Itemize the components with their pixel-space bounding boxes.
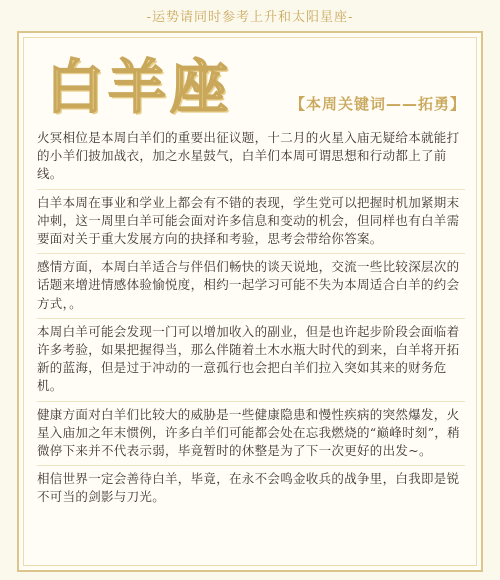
top-note: -运势请同时参考上升和太阳星座- (146, 10, 354, 25)
horoscope-card (17, 31, 483, 572)
paragraph-overview: 火冥相位是本周白羊们的重要出征议题，十二月的火星入庙无疑给本就能打的小羊们披加战衣，加之水星鼓气，白羊们本周可谓思想和行动都上了前线。 (37, 129, 465, 190)
weekly-keyword: 【本周关键词——拓勇】 (289, 95, 466, 113)
paragraph-finance: 本周白羊可能会发现一门可以增加收入的副业，但是也许起步阶段会面临着许多考验，如果把握得当，那么伴随着土木水瓶大时代的到来，白羊将开拓新的蓝海，但是过于冲动的一意孤行也会把白羊们拉入突如其来的财务危机。 (37, 323, 465, 402)
paragraph-love: 感情方面，本周白羊适合与伴侣们畅快的谈天说地，交流一些比较深层次的话题来增进情感体验愉悦度，相约一起学习可能不失为本周适合白羊的约会方式，。 (37, 258, 465, 319)
content (37, 129, 465, 516)
paragraph-career: 白羊本周在事业和学业上都会有不错的表现，学生党可以把握时机加紧期末冲刺，这一周里白羊可能会面对许多信息和变动的机会，但同样也有白羊需要面对关于重大发展方向的抉择和考验，思考会带给你答案。 (37, 194, 465, 255)
paragraph-closing: 相信世界一定会善待白羊，毕竟，在永不会鸣金收兵的战争里，白我即是锐不可当的剑影与刀光。 (37, 471, 460, 505)
paragraph-health: 健康方面对白羊们比较大的威胁是一些健康隐患和慢性疾病的突然爆发，火星入庙加之年末惯例，许多白羊们可能都会处在忘我燃烧的“巅峰时刻”，稍微停下来并不代表示弱，毕竟暂时的休整是为了下一次更好的出发~。 (37, 406, 465, 467)
sign-title: 白羊座 (46, 53, 233, 121)
